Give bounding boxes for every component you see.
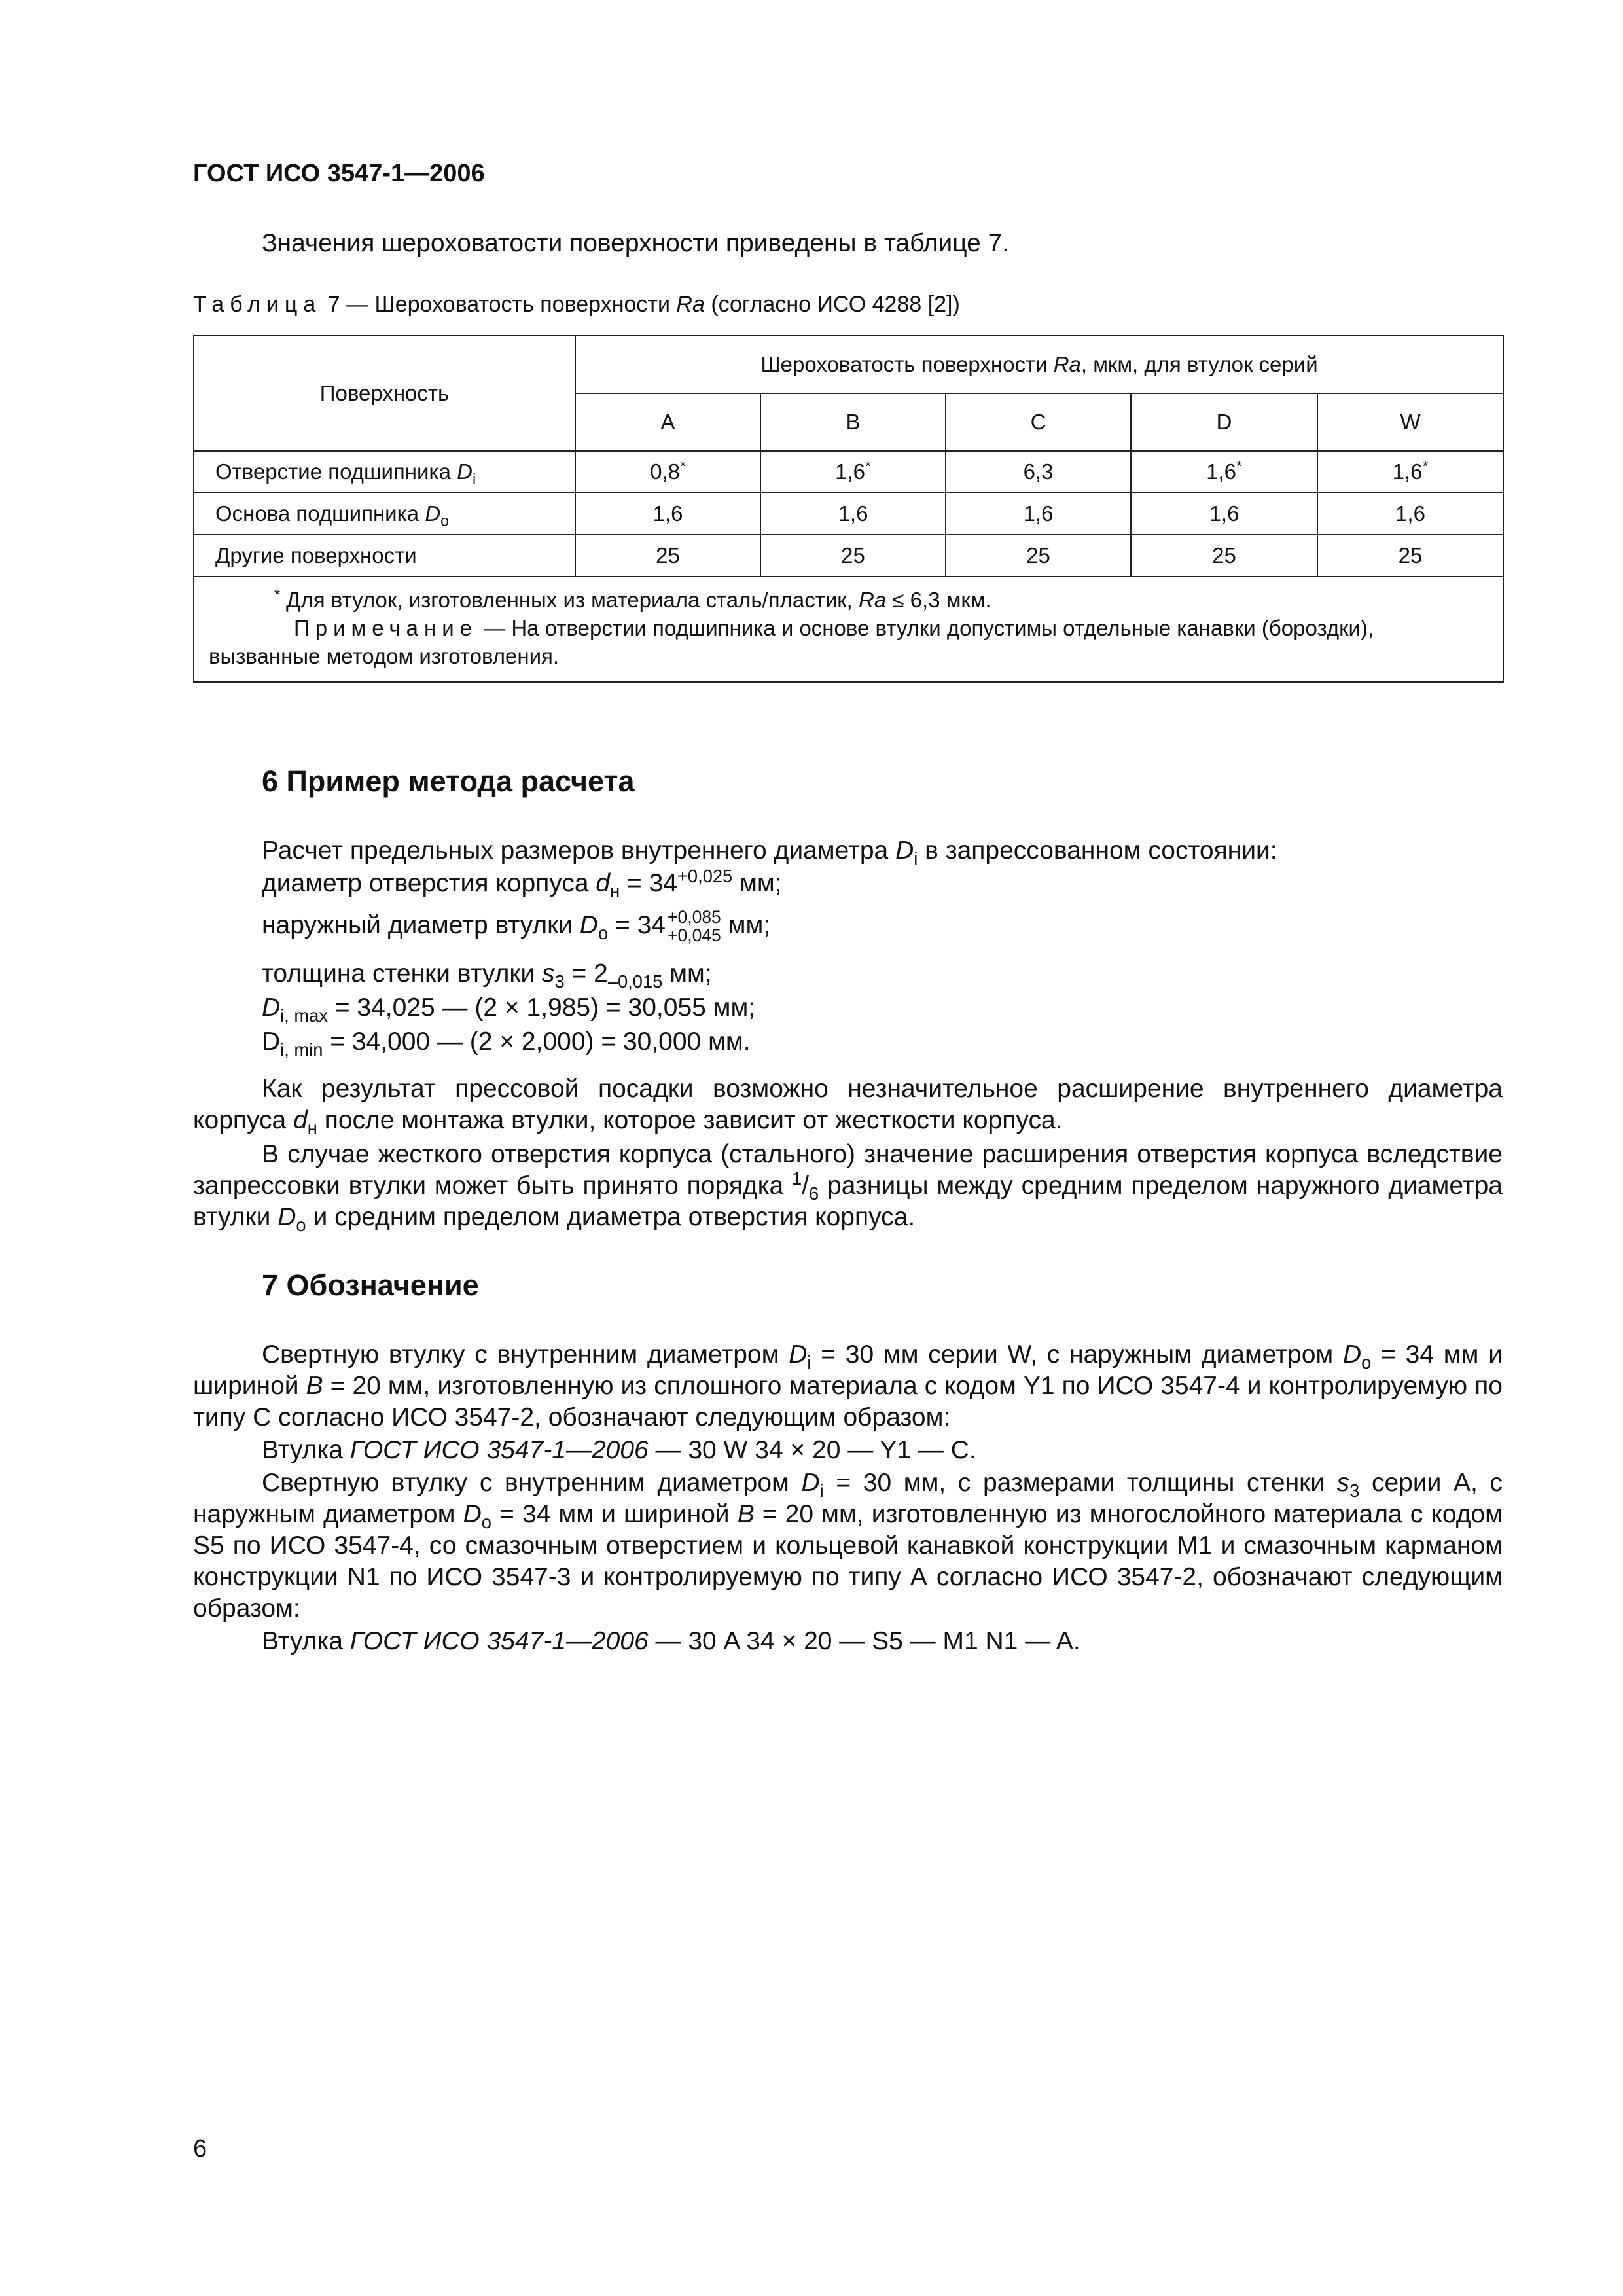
paragraph: Свертную втулку с внутренним диаметром $D_i = 30$ мм серии W, с наружным диаметром $D_o = 34$ мм и шириной B = 20 мм, изготовленную из сплошного материала с кодом Y1 по ИСО 3547-4 и контролируемую по типу С согласно ИСО 3547-2, обозначают следующим образом: xyxy=(193,1340,1503,1431)
header-surface: Поверхность xyxy=(194,336,575,451)
paragraph: Как результат прессовой посадки возможно незначительное расширение внутреннего диаметра корпуса $d_н$ после монтажа втулки, которое зависит от жесткости корпуса. xyxy=(193,1075,1503,1138)
table-cell: 1,6 xyxy=(760,493,946,535)
calc-line: $D_{i, max} = 34,025$ — (2 × 1,985) = 30,055 мм; xyxy=(262,994,756,1026)
header-series: W xyxy=(1317,393,1503,451)
standard-header: ГОСТ ИСО 3547-1—2006 xyxy=(193,160,485,187)
table-cell: 25 xyxy=(1131,535,1317,577)
header-series: C xyxy=(946,393,1131,451)
calc-line: $D_{i, min} = 34,000$ — (2 × 2,000) = 30,000 мм. xyxy=(262,1028,751,1060)
calc-line: диаметр отверстия корпуса $d_н = 34^{+0,025}$ мм; xyxy=(262,866,782,901)
table-footnote xyxy=(194,577,1503,682)
table-cell: 0,8* xyxy=(575,451,760,493)
section-7-heading: 7 Обозначение xyxy=(262,1268,479,1302)
table-cell: 6,3 xyxy=(946,451,1131,493)
tolerance: +0,085 +0,045 xyxy=(667,907,721,945)
row-label: Другие поверхности xyxy=(194,535,575,577)
designation-example: Втулка ГОСТ ИСО 3547-1—2006 — 30 A 34 × 20 — S5 — M1 N1 — A. xyxy=(262,1627,1080,1655)
caption-label: Таблица xyxy=(193,292,322,317)
section-6-heading: 6 Пример метода расчета xyxy=(262,764,635,798)
table-row xyxy=(194,493,1503,535)
roughness-table xyxy=(193,335,1504,683)
table-caption: Таблица 7 — Шероховатость поверхности Ra (согласно ИСО 4288 [2]) xyxy=(193,292,960,317)
calc-line: толщина стенки втулки $s_3 = 2_{-0,015}$ мм; xyxy=(262,960,712,992)
table-cell: 25 xyxy=(1317,535,1503,577)
header-series: B xyxy=(760,393,946,451)
table-cell: 25 xyxy=(946,535,1131,577)
table-cell: 1,6 xyxy=(1317,493,1503,535)
header-roughness-group: Шероховатость поверхности Ra, мкм, для втулок серий xyxy=(575,336,1503,393)
paragraph: Свертную втулку с внутренним диаметром $D_i = 30$ мм, с размерами толщины стенки $s_3$ серии А, с наружным диаметром $D_o = 34$ мм и шириной B = 20 мм, изготовленную из многослойного материала с кодом S5 по ИСО 3547-4, со смазочным отверстием и кольцевой канавкой конструкции М1 и смазочным карманом конструкции N1 по ИСО 3547-3 и контролируемую по типу А согласно ИСО 3547-2, обозначают следующим образом: xyxy=(193,1469,1503,1623)
table-cell: 1,6* xyxy=(1317,451,1503,493)
paragraph: В случае жесткого отверстия корпуса (стального) значение расширения отверстия корпуса вследствие запрессовки втулки может быть принято порядка $^1/_6$ разницы между средним пределом наружного диаметра втулки $D_o$ и средним пределом диаметра отверстия корпуса. xyxy=(193,1140,1503,1235)
intro-paragraph: Значения шероховатости поверхности приведены в таблице 7. xyxy=(262,229,1010,257)
calc-line: Расчет предельных размеров внутреннего диаметра $D_i$ в запрессованном состоянии: xyxy=(262,836,1277,869)
table-cell: 1,6 xyxy=(946,493,1131,535)
table-cell: 1,6* xyxy=(760,451,946,493)
footnote-line: * Для втулок, изготовленных из материала сталь/пластик, Ra ≤ 6,3 мкм. xyxy=(274,586,991,612)
header-series: A xyxy=(575,393,760,451)
table-row xyxy=(194,451,1503,493)
calc-line: наружный диаметр втулки $D_o = 34$ +0,085 +0,045 мм; xyxy=(262,907,771,945)
header-series: D xyxy=(1131,393,1317,451)
table-cell: 1,6 xyxy=(1131,493,1317,535)
designation-example: Втулка ГОСТ ИСО 3547-1—2006 — 30 W 34 × 20 — Y1 — C. xyxy=(262,1436,976,1464)
row-label: Основа подшипника $D_o$ xyxy=(194,493,575,535)
table-note: Примечание — На отверстии подшипника и основе втулки допустимы отдельные канавки (бороздки), вызванные методом изготовления. xyxy=(209,615,1374,668)
page-number: 6 xyxy=(193,2135,207,2162)
table-row xyxy=(194,535,1503,577)
table-cell: 1,6 xyxy=(575,493,760,535)
table-cell: 25 xyxy=(575,535,760,577)
row-label: Отверстие подшипника $D_i$ xyxy=(194,451,575,493)
table-cell: 25 xyxy=(760,535,946,577)
table-cell: 1,6* xyxy=(1131,451,1317,493)
